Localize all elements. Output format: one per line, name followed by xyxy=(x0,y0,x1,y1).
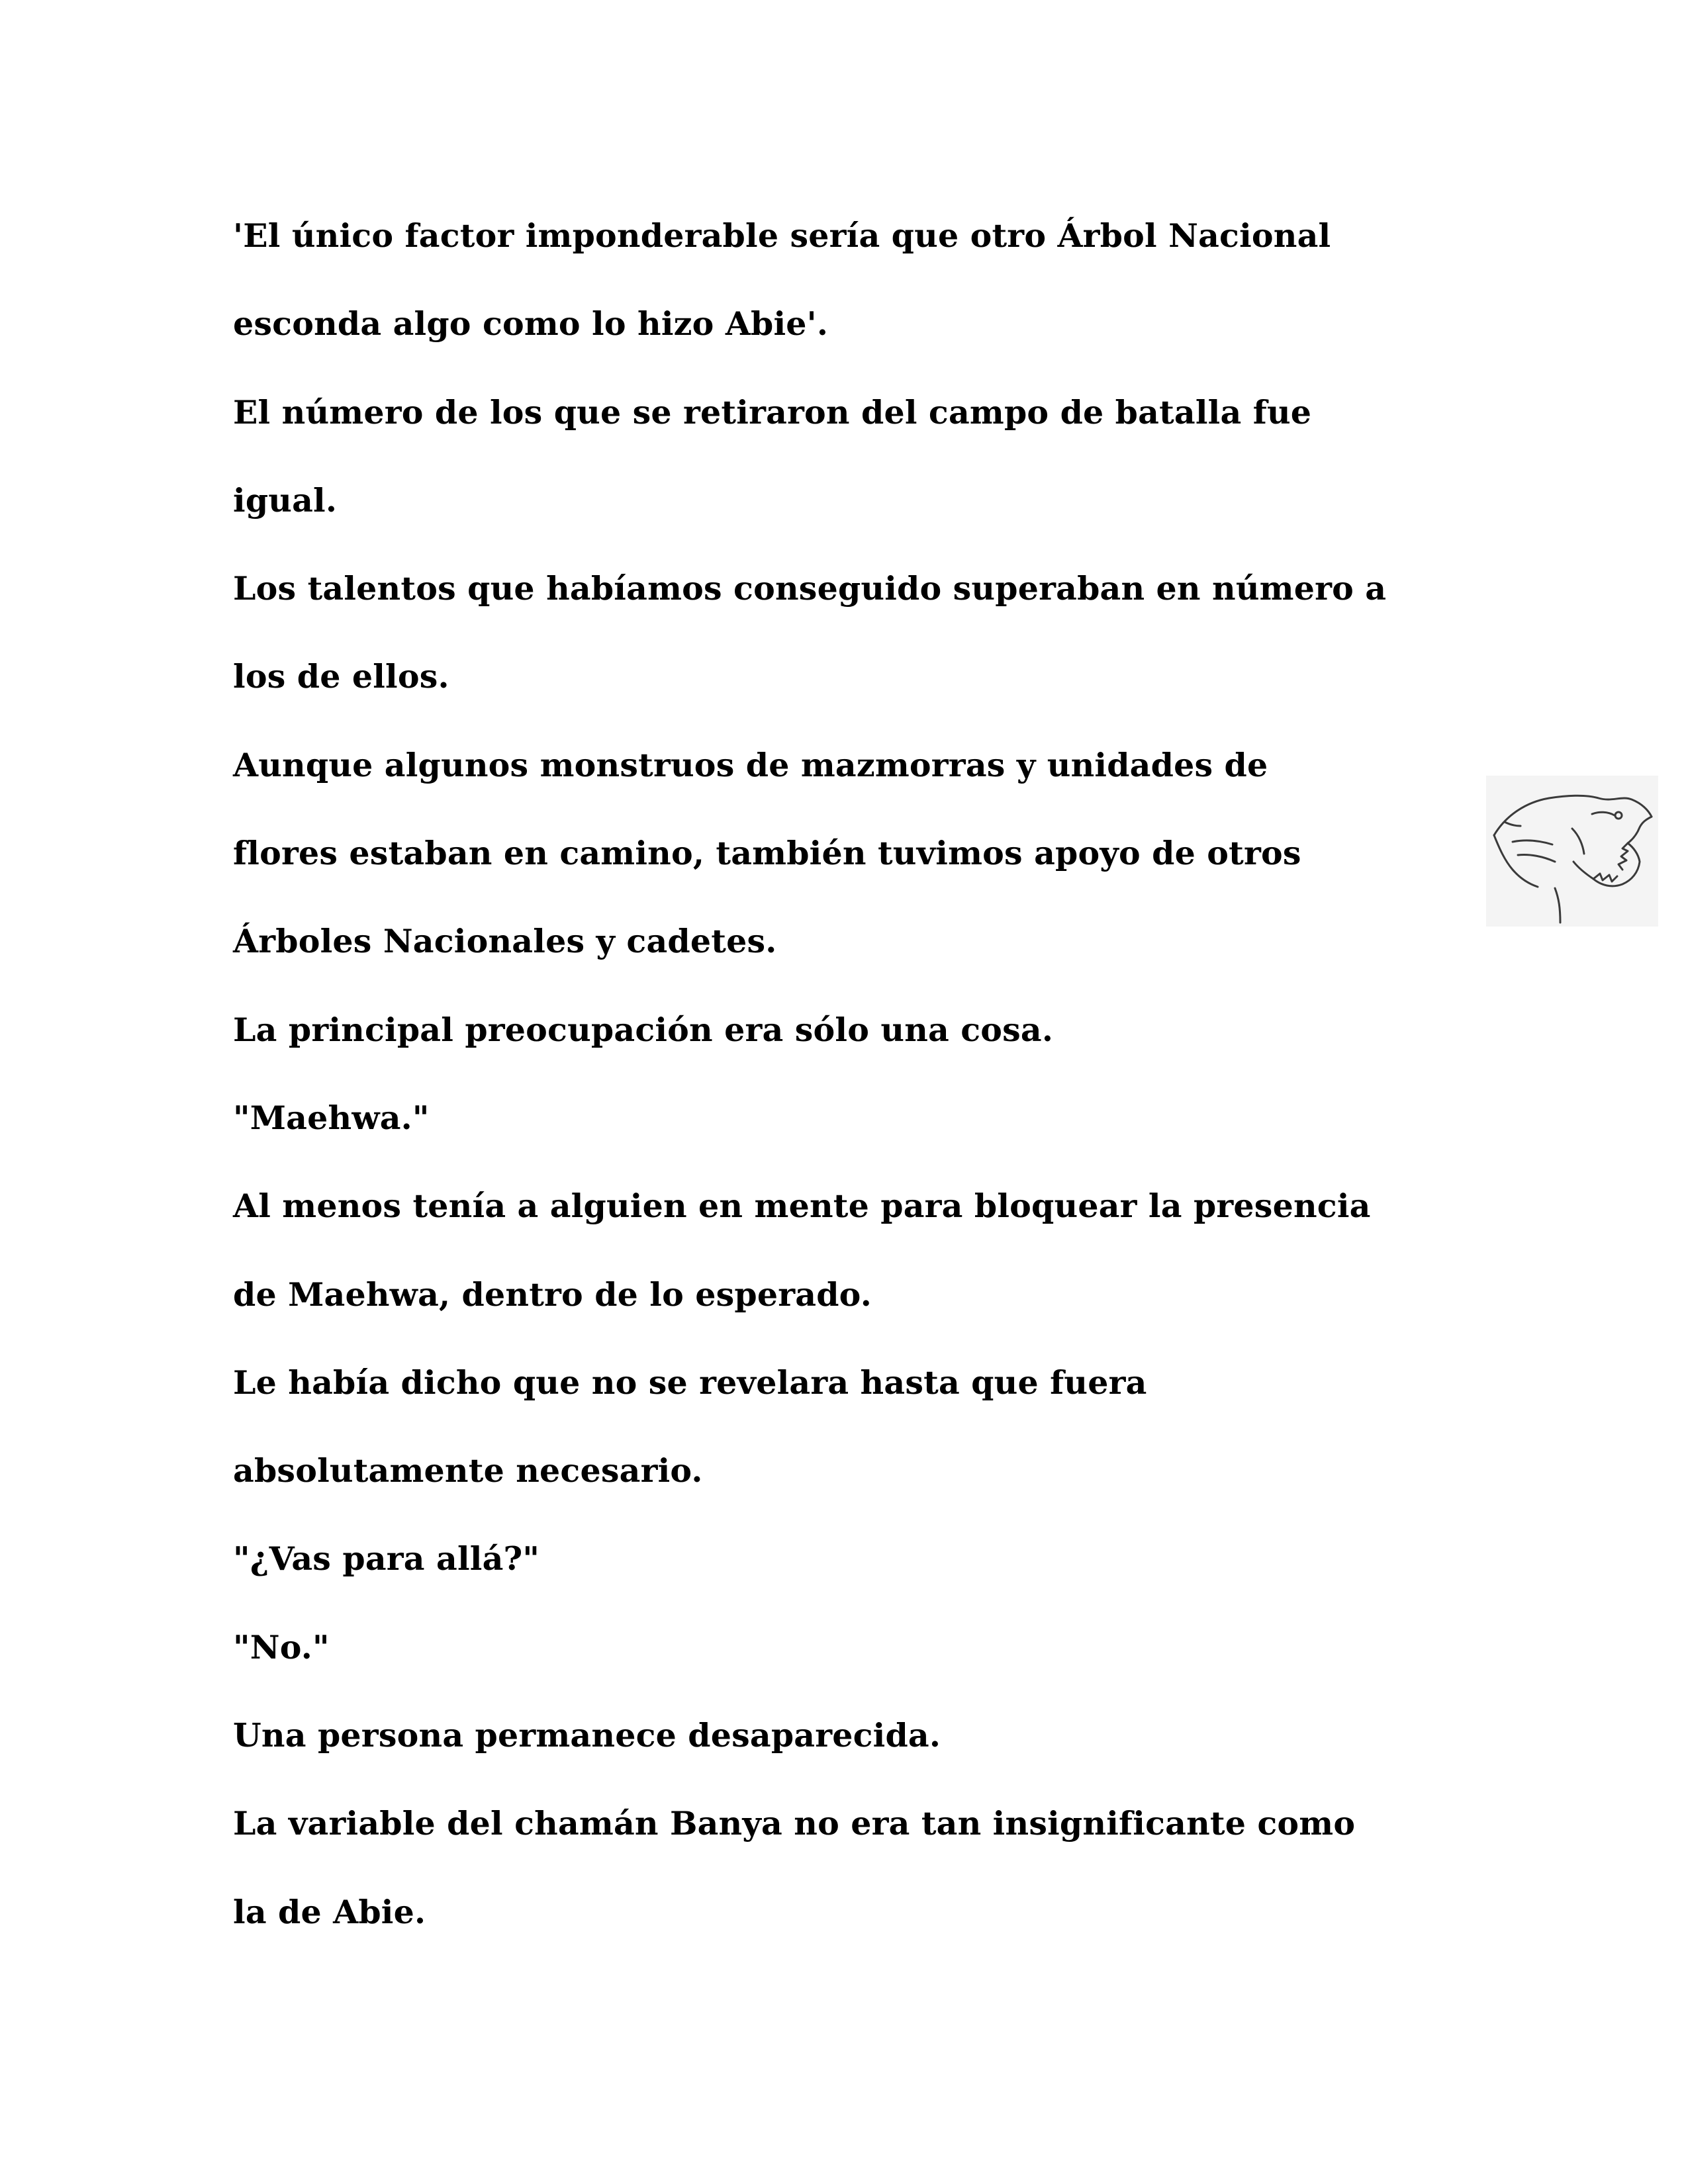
text-line: igual. xyxy=(233,480,338,520)
text-line: Los talentos que habíamos conseguido superaban en número a xyxy=(233,569,1387,608)
text-line: "¿Vas para allá?" xyxy=(233,1539,540,1578)
text-line: El número de los que se retiraron del campo de batalla fue xyxy=(233,392,1312,432)
text-line: Aunque algunos monstruos de mazmorras y unidades de xyxy=(233,745,1268,784)
text-line: La principal preocupación era sólo una cosa. xyxy=(233,1010,1054,1049)
text-line: 'El único factor imponderable sería que otro Árbol Nacional xyxy=(233,216,1331,255)
text-line: flores estaban en camino, también tuvimos apoyo de otros xyxy=(233,834,1301,873)
text-line: Árboles Nacionales y cadetes. xyxy=(233,922,777,961)
text-line: La variable del chamán Banya no era tan insignificante como xyxy=(233,1804,1356,1843)
document-body xyxy=(233,192,1491,1956)
text-line: "No." xyxy=(233,1627,330,1666)
text-line: Al menos tenía a alguien en mente para bloquear la presencia xyxy=(233,1187,1371,1226)
dinosaur-head-icon xyxy=(1486,776,1658,927)
text-line: "Maehwa." xyxy=(233,1098,430,1137)
text-line: los de ellos. xyxy=(233,657,449,696)
text-line: la de Abie. xyxy=(233,1892,426,1931)
text-line: absolutamente necesario. xyxy=(233,1451,703,1490)
text-line: Una persona permanece desaparecida. xyxy=(233,1716,941,1755)
text-line: Le había dicho que no se revelara hasta que fuera xyxy=(233,1363,1147,1402)
text-line: de Maehwa, dentro de lo esperado. xyxy=(233,1275,872,1314)
text-line: esconda algo como lo hizo Abie'. xyxy=(233,304,829,343)
